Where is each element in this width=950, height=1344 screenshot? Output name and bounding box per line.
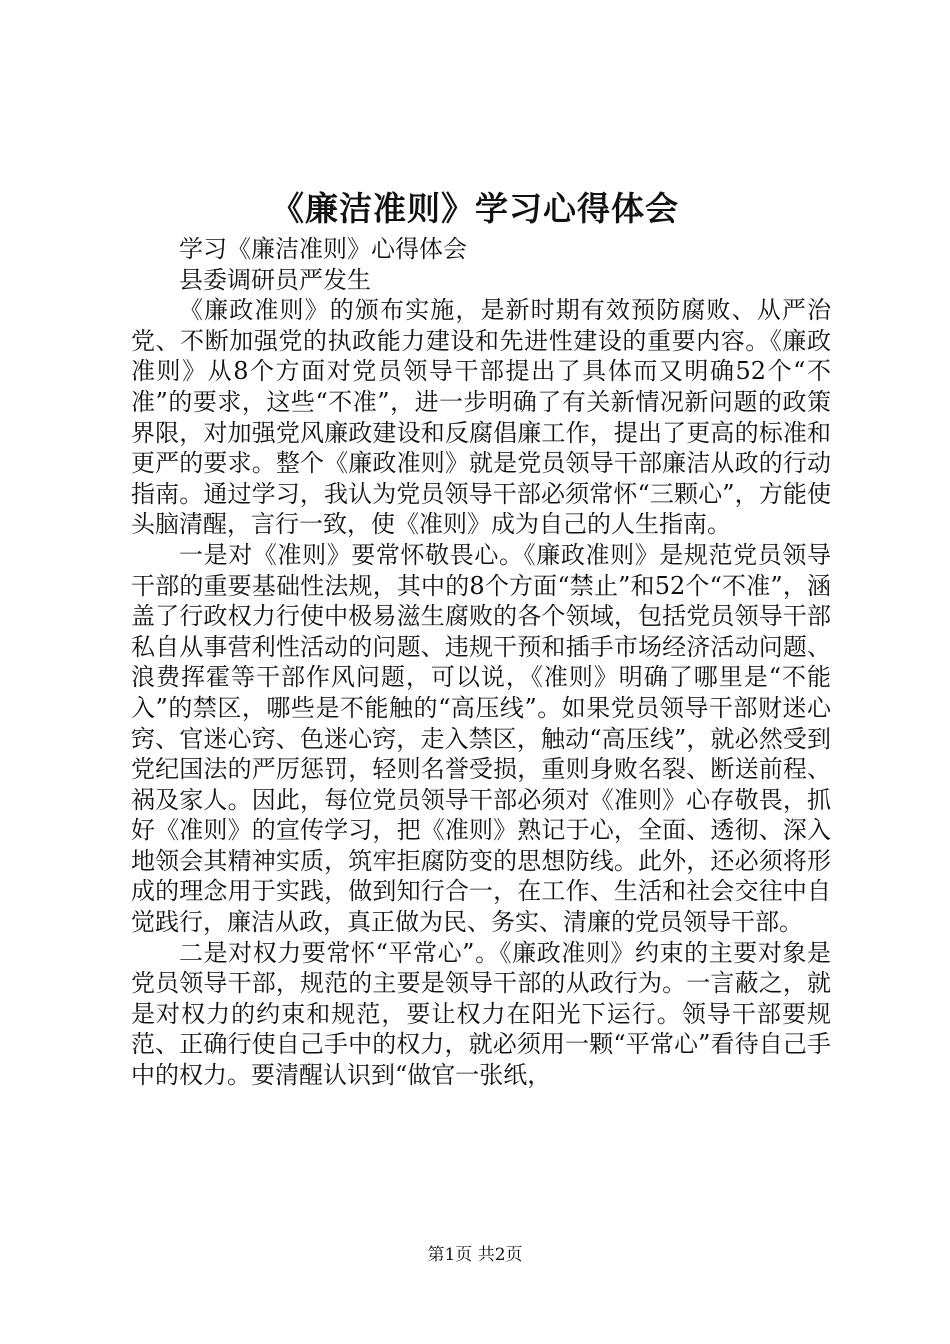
point-two-paragraph: 二是对权力要常怀“平常心”。《廉政准则》约束的主要对象是党员领导干部，规范的主要是领导干部的从政行为。一言蔽之，就是对权力的约束和规范，要让权力在阳光下运行。领导干部要规范、正确行使自己手中的权力，就必须用一颗“平常心”看待自己手中的权力。要清醒认识到“做官一张纸， [131, 938, 831, 1090]
page-footer: 第1页 共2页 [427, 1245, 523, 1265]
document-title: 《廉洁准则》学习心得体会 [271, 189, 679, 228]
subtitle-paragraph: 学习《廉洁准则》心得体会 [179, 235, 467, 263]
point-one-paragraph: 一是对《准则》要常怀敬畏心。《廉政准则》是规范党员领导干部的重要基础性法规，其中的8个方面“禁止”和52个“不准”，涵盖了行政权力行使中极易滋生腐败的各个领域，包括党员领导干部私自从事营利性活动的问题、违规干预和插手市场经济活动问题、浪费挥霍等干部作风问题，可以说，《准则》明确了哪里是“不能入”的禁区，哪些是不能触的“高压线”。如果党员领导干部财迷心窍、官迷心窍、色迷心窍，走入禁区，触动“高压线”，就必然受到党纪国法的严厉惩罚，轻则名誉受损，重则身败名裂、断送前程、祸及家人。因此，每位党员领导干部必须对《准则》心存敬畏，抓好《准则》的宣传学习，把《准则》熟记于心，全面、透彻、深入地领会其精神实质，筑牢拒腐防变的思想防线。此外，还必须将形成的理念用于实践，做到知行合一，在工作、生活和社会交往中自觉践行，廉洁从政，真正做为民、务实、清廉的党员领导干部。 [131, 540, 831, 937]
author-paragraph: 县委调研员严发生 [179, 265, 371, 294]
intro-paragraph: 《廉政准则》的颁布实施，是新时期有效预防腐败、从严治党、不断加强党的执政能力建设和先进性建设的重要内容。《廉政准则》从8个方面对党员领导干部提出了具体而又明确52个“不准”的要求，这些“不准”，进一步明确了有关新情况新问题的政策界限，对加强党风廉政建设和反腐倡廉工作，提出了更高的标准和更严的要求。整个《廉政准则》就是党员领导干部廉洁从政的行动指南。通过学习，我认为党员领导干部必须常怀“三颗心”，方能使头脑清醒，言行一致，使《准则》成为自己的人生指南。 [131, 296, 831, 539]
document-body [131, 234, 831, 1091]
